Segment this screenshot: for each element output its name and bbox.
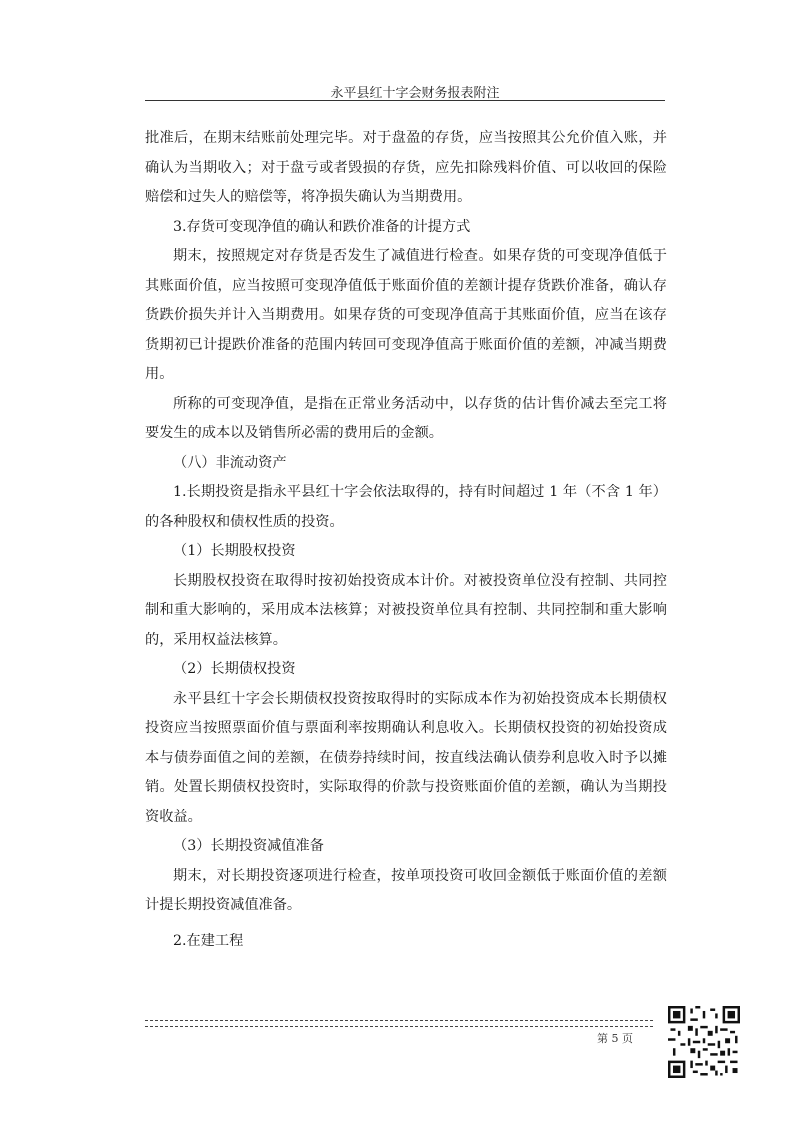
paragraph: 所称的可变现净值，是指在正常业务活动中，以存货的估计售价减去至完工将要发生的成本以及销售所必需的费用后的金额。 xyxy=(145,395,667,441)
paragraph: 永平县红十字会长期债权投资按取得时的实际成本作为初始投资成本长期债权投资应当按照票面价值与票面利率按期确认利息收入。长期债权投资的初始投资成本与债券面值之间的差额，在债券持续时间，按直线法确认债券利息收入时予以摊销。处置长期债权投资时，实际取得的价款与投资账面价值的差额，确认为当期投资收益。 xyxy=(145,690,667,825)
document-body xyxy=(145,124,667,956)
subsection-heading: （2）长期债权投资 xyxy=(173,661,296,677)
paragraph: 期末，对长期投资逐项进行检查，按单项投资可收回金额低于账面价值的差额计提长期投资减值准备。 xyxy=(145,867,667,913)
header-title: 永平县红十字会财务报表附注 xyxy=(330,86,500,101)
paragraph: 期末，按照规定对存货是否发生了减值进行检查。如果存货的可变现净值低于其账面价值，应当按照可变现净值低于账面价值的差额计提存货跌价准备，确认存货跌价损失并计入当期费用。如果存货的可变现净值高于其账面价值，应当在该存货期初已计提跌价准备的范围内转回可变现净值高于账面价值的差额，冲减当期费用。 xyxy=(145,248,667,382)
footer-rule xyxy=(145,1020,653,1027)
page-number: 第 5 页 xyxy=(597,1032,633,1045)
subsection-heading: （3）长期投资减值准备 xyxy=(173,838,324,854)
section-heading: 3.存货可变现净值的确认和跌价准备的计提方式 xyxy=(173,218,471,235)
header-rule xyxy=(145,100,665,101)
section-heading: 2.在建工程 xyxy=(173,932,244,949)
subsection-heading: （1）长期股权投资 xyxy=(173,543,296,559)
section-heading: （八）非流动资产 xyxy=(173,454,287,471)
paragraph: 长期股权投资在取得时按初始投资成本计价。对被投资单位没有控制、共同控制和重大影响的，采用成本法核算；对被投资单位具有控制、共同控制和重大影响的，采用权益法核算。 xyxy=(145,572,667,648)
paragraph: 1.长期投资是指永平县红十字会依法取得的，持有时间超过 1 年（不含 1 年）的各种股权和债权性质的投资。 xyxy=(145,484,667,530)
paragraph: 批准后，在期末结账前处理完毕。对于盘盈的存货，应当按照其公允价值入账，并确认为当期收入；对于盘亏或者毁损的存货，应先扣除残料价值、可以收回的保险赔偿和过失人的赔偿等，将净损失确认为当期费用。 xyxy=(145,130,667,205)
qr-code-icon xyxy=(668,1006,740,1078)
